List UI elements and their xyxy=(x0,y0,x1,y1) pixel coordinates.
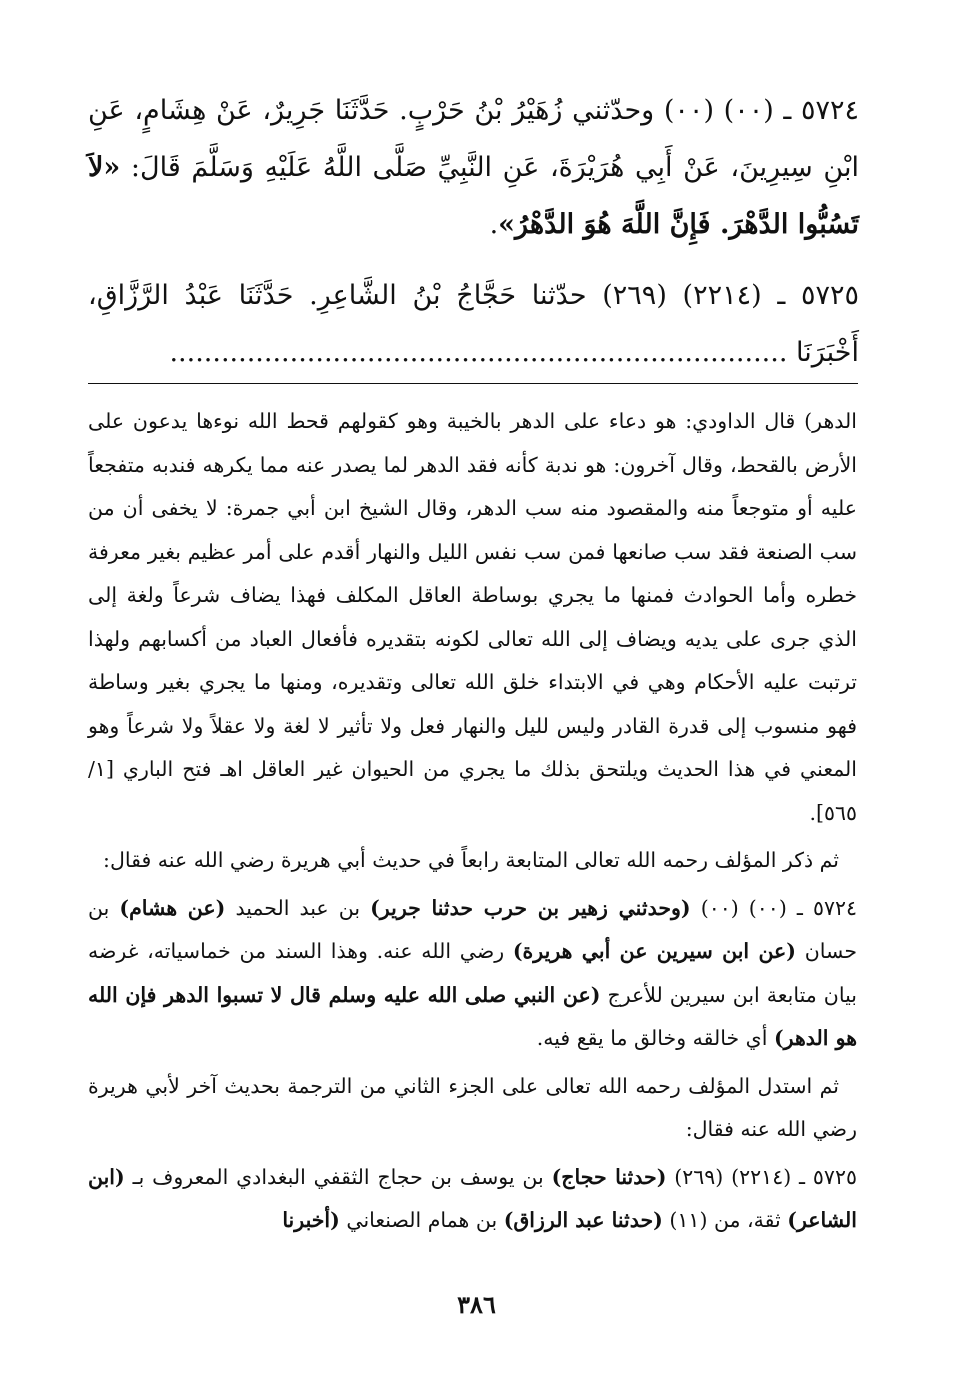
bold-run: (حدثنا عبد الرزاق) xyxy=(503,1208,663,1232)
text-run: بن عبد الحميد xyxy=(235,895,361,920)
text-run: بن حسان xyxy=(88,895,857,963)
bold-run: (حدثنا حجاج) xyxy=(551,1164,667,1189)
text-run: ٥٧٢٥ ـ (٢٢١٤) (٢٦٩) xyxy=(674,1164,857,1189)
hadith-5724 xyxy=(88,82,859,253)
commentary-section xyxy=(88,400,857,1243)
bold-run: (وحدثني زهير بن حرب حدثنا جرير) xyxy=(370,895,691,920)
bold-run: (عن النبي صلى الله عليه وسلم قال لا تسبوا الدهر فإن الله هو الدهر) xyxy=(88,982,857,1050)
hadith-number: ٥٧٢٤ ـ (٠٠) (٠٠) xyxy=(663,95,860,126)
bold-run: (ابن الشاعر) xyxy=(88,1164,857,1232)
text-run: ٥٧٢٤ ـ (٠٠) (٠٠) xyxy=(700,895,857,920)
text-run: أي خالقه وخالق ما يقع فيه. xyxy=(536,1026,768,1050)
hadith-chain: حدّثنا حَجَّاجُ بْنُ الشَّاعِرِ. حَدَّثَنَا عَبْدُ الرَّزَّاقِ، أَخْبَرَنَا xyxy=(88,280,859,368)
bold-run: (عن ابن سيرين عن أبي هريرة) xyxy=(512,939,796,963)
commentary-paragraph-4: ثم استدل المؤلف رحمه الله تعالى على الجزء الثاني من الترجمة بحديث آخر لأبي هريرة رضي الله عنه فقال: xyxy=(88,1073,857,1141)
hadith-matn: «لاَ تَسُبُّوا الدَّهْرَ. فَإِنَّ اللَّهَ هُوَ الدَّهْرُ» xyxy=(88,152,859,240)
commentary-paragraph-5 xyxy=(88,1156,857,1243)
hadith-chain: وحدّثني زُهَيْرُ بْنُ حَرْبٍ. حَدَّثَنَا جَرِيرٌ، عَنْ هِشَامٍ، عَنِ ابْنِ سِيرِينَ، عَنْ أَبِي هُرَيْرَةَ، عَنِ النَّبِيِّ صَلَّى اللَّهُ عَلَيْهِ وَسَلَّمَ قَالَ: xyxy=(88,95,859,183)
hadith-text-section xyxy=(88,82,859,395)
bold-run: (عن هشام) xyxy=(119,895,226,920)
continuation-dots: ........................................................................ xyxy=(169,337,788,368)
bold-run: (أخبرنا xyxy=(282,1208,340,1232)
commentary-paragraph-1: الدهر) قال الداودي: هو دعاء على الدهر بالخيبة وهو كقولهم قحط الله نوءها يدعون على الأرض بالقحط، وقال آخرون: هو ندبة كأنه فقد الدهر لما يصدر عنه مما يكرهه فندبه متفجعاً عليه أو متوجعاً منه والمقصود منه سب الدهر، وقال الشيخ ابن أبي جمرة: لا يخفى أن من سب الصنعة فقد سب صانعها فمن سب نفس الليل والنهار أقدم على أمر عظيم بغير معرفة خطره وأما الحوادث فمنها ما يجري بوساطة العاقل المكلف فهذا يضاف شرعاً ولغة إلى الذي جرى على يديه ويضاف إلى الله تعالى لكونه بتقديره فأفعال العباد من أكسابهم ولهذا ترتبت عليه الأحكام وهي في الابتداء خلق الله تعالى وتقديره، ومنها ما يجري بغير وساطة فهو منسوب إلى قدرة القادر وليس لليل والنهار فعل ولا تأثير لا لغة ولا عقلاً ولا شرعاً وهو المعني في هذا الحديث ويلتحق بذلك ما يجري من الحيوان غير العاقل اهـ فتح الباري [١/ ٥٦٥]. xyxy=(88,409,857,825)
separator-line xyxy=(88,383,858,384)
text-run: بن همام الصنعاني xyxy=(346,1208,498,1232)
text-run: رضي الله عنه. وهذا السند من خماسياته، غرضه بيان متابعة ابن سيرين للأعرج xyxy=(88,939,857,1007)
commentary-paragraph-3 xyxy=(88,887,857,1061)
hadith-number: ٥٧٢٥ ـ (٢٢١٤) (٢٦٩) xyxy=(602,280,859,311)
page-number: ٣٨٦ xyxy=(457,1290,496,1319)
text-run: بن يوسف بن حجاج الثقفي البغدادي المعروف بـ xyxy=(132,1164,544,1189)
hadith-end: . xyxy=(489,209,499,240)
commentary-paragraph-2: ثم ذكر المؤلف رحمه الله تعالى المتابعة رابعاً في حديث أبي هريرة رضي الله عنه فقال: xyxy=(103,848,839,872)
text-run: ثقة، من (١١) xyxy=(669,1208,781,1232)
hadith-5725 xyxy=(88,267,859,381)
